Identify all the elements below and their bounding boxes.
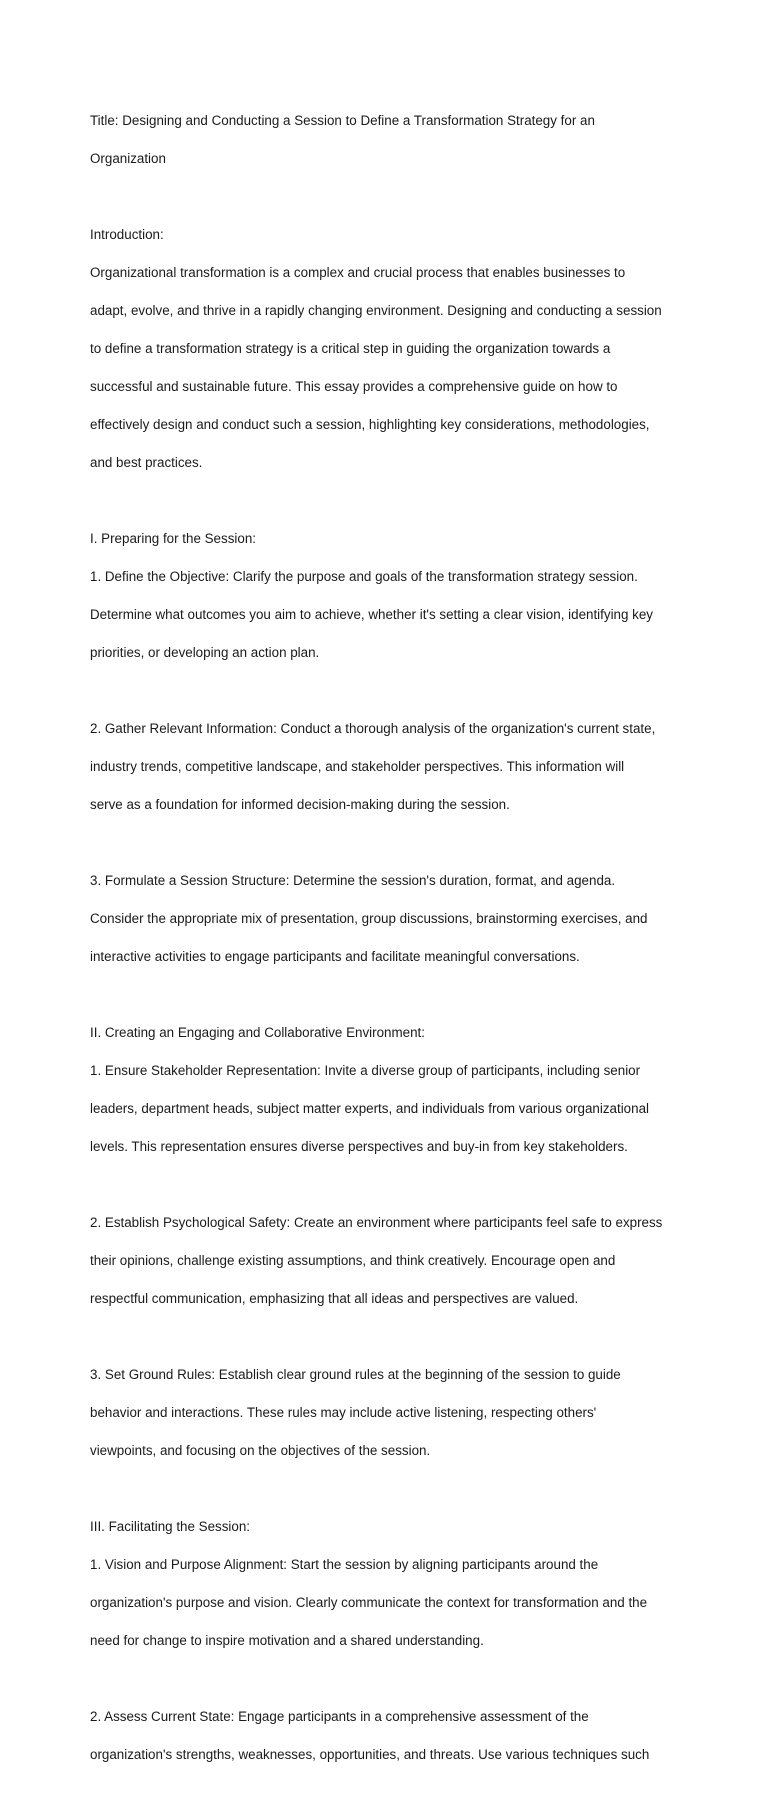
intro-line: Organizational transformation is a complex and crucial process that enables businesses to	[90, 265, 626, 280]
item-line: respectful communication, emphasizing that all ideas and perspectives are valued.	[90, 1291, 579, 1306]
intro-section	[90, 206, 690, 491]
section-2-item-3	[90, 1346, 690, 1479]
section-3-item-1	[90, 1498, 690, 1669]
section-3-item-2	[90, 1688, 690, 1783]
section-heading: II. Creating an Engaging and Collaborative Environment:	[90, 1025, 425, 1040]
intro-line: to define a transformation strategy is a critical step in guiding the organization towards a	[90, 341, 611, 356]
section-1-item-2	[90, 700, 690, 833]
item-line: 1. Define the Objective: Clarify the purpose and goals of the transformation strategy session.	[90, 569, 638, 584]
section-2-item-1	[90, 1004, 690, 1175]
section-heading: III. Facilitating the Session:	[90, 1519, 251, 1534]
item-line: leaders, department heads, subject matter experts, and individuals from various organizational	[90, 1101, 649, 1116]
item-line: organization's strengths, weaknesses, opportunities, and threats. Use various techniques such	[90, 1747, 650, 1762]
item-line: behavior and interactions. These rules may include active listening, respecting others'	[90, 1405, 597, 1420]
item-line: serve as a foundation for informed decision-making during the session.	[90, 797, 510, 812]
item-line: interactive activities to engage participants and facilitate meaningful conversations.	[90, 949, 580, 964]
intro-line: adapt, evolve, and thrive in a rapidly changing environment. Designing and conducting a session	[90, 303, 662, 318]
item-line: 1. Ensure Stakeholder Representation: Invite a diverse group of participants, including senior	[90, 1063, 641, 1078]
section-1-item-1	[90, 510, 690, 681]
item-line: Consider the appropriate mix of presentation, group discussions, brainstorming exercises, and	[90, 911, 648, 926]
intro-line: and best practices.	[90, 455, 203, 470]
item-line: viewpoints, and focusing on the objectives of the session.	[90, 1443, 431, 1458]
item-line: 3. Set Ground Rules: Establish clear ground rules at the beginning of the session to guide	[90, 1367, 621, 1382]
item-line: 2. Establish Psychological Safety: Create an environment where participants feel safe to express	[90, 1215, 663, 1230]
intro-heading: Introduction:	[90, 227, 164, 242]
document-page	[90, 92, 690, 1802]
section-2-item-2	[90, 1194, 690, 1327]
item-line: priorities, or developing an action plan.	[90, 645, 320, 660]
item-line: industry trends, competitive landscape, and stakeholder perspectives. This information will	[90, 759, 625, 774]
item-line: Determine what outcomes you aim to achieve, whether it's setting a clear vision, identifying key	[90, 607, 654, 622]
intro-line: successful and sustainable future. This essay provides a comprehensive guide on how to	[90, 379, 618, 394]
title-line: Organization	[90, 151, 166, 166]
item-line: need for change to inspire motivation and a shared understanding.	[90, 1633, 484, 1648]
document-title	[90, 92, 690, 187]
item-line: organization's purpose and vision. Clearly communicate the context for transformation and the	[90, 1595, 648, 1610]
section-1-item-3	[90, 852, 690, 985]
item-line: their opinions, challenge existing assumptions, and think creatively. Encourage open and	[90, 1253, 616, 1268]
item-line: 3. Formulate a Session Structure: Determine the session's duration, format, and agenda.	[90, 873, 616, 888]
item-line: 1. Vision and Purpose Alignment: Start the session by aligning participants around the	[90, 1557, 599, 1572]
intro-line: effectively design and conduct such a session, highlighting key considerations, methodologies,	[90, 417, 650, 432]
section-heading: I. Preparing for the Session:	[90, 531, 256, 546]
title-line: Title: Designing and Conducting a Session to Define a Transformation Strategy for an	[90, 113, 595, 128]
item-line: levels. This representation ensures diverse perspectives and buy-in from key stakeholders.	[90, 1139, 628, 1154]
item-line: 2. Assess Current State: Engage participants in a comprehensive assessment of the	[90, 1709, 589, 1724]
item-line: 2. Gather Relevant Information: Conduct a thorough analysis of the organization's current state,	[90, 721, 656, 736]
